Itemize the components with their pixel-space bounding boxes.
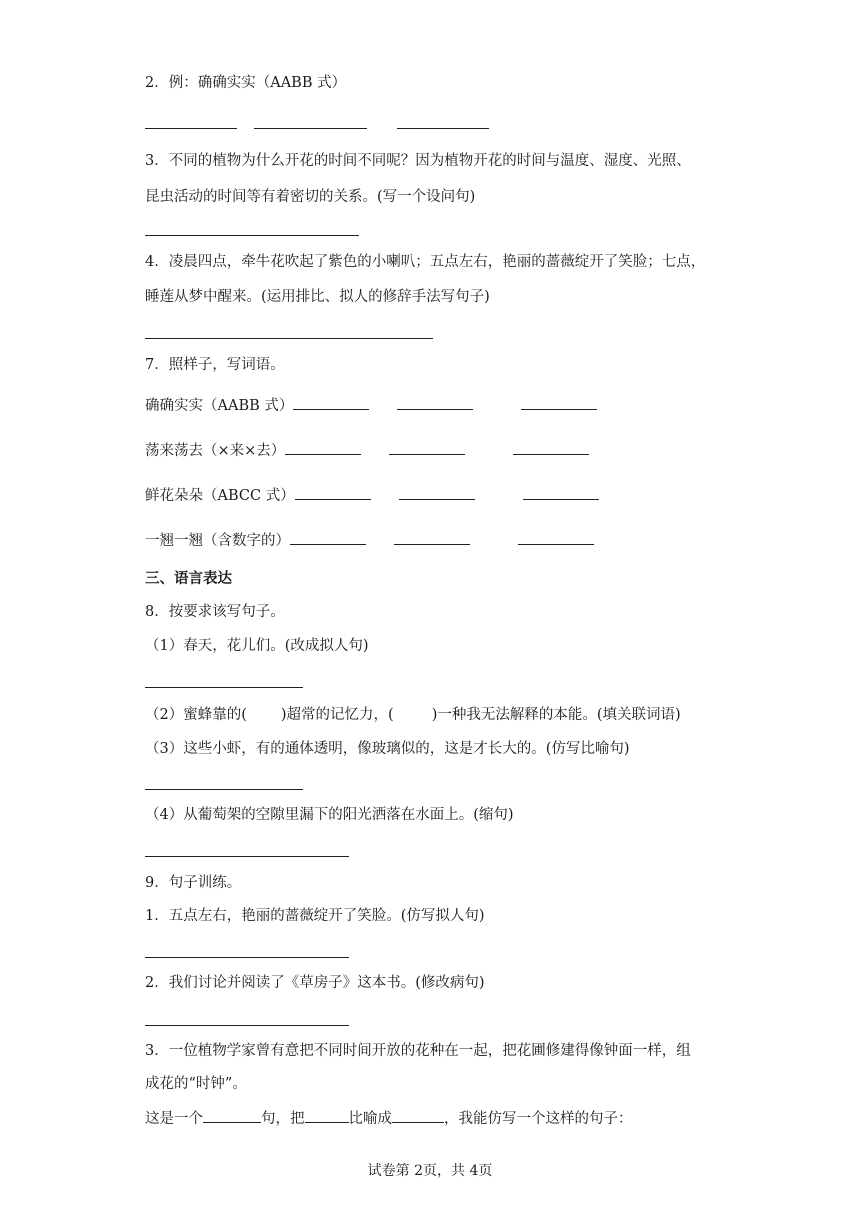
q9-3-fill-d: ，我能仿写一个这样的句子：	[444, 1111, 633, 1127]
answer-line-q3[interactable]	[145, 235, 359, 236]
q9-title: 9．句子训练。	[145, 875, 242, 891]
q7-row-4	[145, 530, 594, 551]
q9-3-fill-c: 比喻成	[348, 1111, 392, 1127]
q8-4: （4）从葡萄架的空隙里漏下的阳光洒落在水面上。(缩句)	[145, 807, 514, 823]
word-blank[interactable]	[513, 440, 589, 455]
word-blank[interactable]	[290, 530, 366, 545]
fill-blank[interactable]	[203, 1108, 261, 1123]
q7-item-label: 鲜花朵朵（ABCC 式）	[145, 488, 295, 504]
q8-2-part-b: )超常的记忆力，(	[280, 707, 394, 723]
q8-2-part-c: )一种我无法解释的本能。(填关联词语)	[431, 707, 681, 723]
q7-item-label: 确确实实（AABB 式）	[145, 398, 294, 414]
q9-3-fill	[145, 1108, 633, 1129]
q3-text-line1: 3．不同的植物为什么开花的时间不同呢？因为植物开花的时间与温度、湿度、光照、	[145, 153, 691, 169]
word-blank[interactable]	[523, 485, 599, 500]
word-blank[interactable]	[521, 395, 597, 410]
fill-blank[interactable]	[305, 1108, 349, 1123]
word-blank[interactable]	[295, 485, 371, 500]
answer-line-q9-2[interactable]	[145, 1025, 349, 1026]
answer-line-q2-1[interactable]	[145, 128, 237, 129]
q7-item-label: 荡来荡去（×来×去）	[145, 443, 286, 459]
answer-line-q9-1[interactable]	[145, 957, 349, 958]
q8-2	[145, 705, 681, 725]
q7-item-label: 一翘一翘（含数字的）	[145, 533, 290, 549]
word-blank[interactable]	[389, 440, 465, 455]
word-blank[interactable]	[293, 395, 369, 410]
q8-title: 8．按要求该写句子。	[145, 604, 285, 620]
word-blank[interactable]	[399, 485, 475, 500]
q9-1: 1．五点左右，艳丽的蔷薇绽开了笑脸。(仿写拟人句)	[145, 908, 485, 924]
page-footer: 试卷第 2页，共 4页	[367, 1163, 493, 1179]
word-blank[interactable]	[397, 395, 473, 410]
answer-line-q8-3[interactable]	[145, 789, 303, 790]
answer-line-q4[interactable]	[145, 338, 433, 339]
q9-2: 2．我们讨论并阅读了《草房子》这本书。(修改病句)	[145, 975, 485, 991]
q8-1: （1）春天，花儿们。(改成拟人句)	[145, 638, 369, 654]
q7-row-1	[145, 395, 597, 416]
q9-3-fill-b: 句，把	[261, 1111, 305, 1127]
q7-row-3	[145, 485, 599, 506]
q4-text-line1: 4．凌晨四点，牵牛花吹起了紫色的小喇叭；五点左右，艳丽的蔷薇绽开了笑脸；七点，	[145, 254, 706, 270]
q8-2-part-a: （2）蜜蜂靠的(	[145, 707, 247, 723]
q8-3: （3）这些小虾，有的通体透明，像玻璃似的，这是才长大的。(仿写比喻句)	[145, 741, 630, 757]
fill-blank[interactable]	[392, 1108, 444, 1123]
answer-line-q2-3[interactable]	[397, 128, 489, 129]
q9-3-line1: 3．一位植物学家曾有意把不同时间开放的花种在一起，把花圃修建得像钟面一样，组	[145, 1043, 691, 1059]
q9-3-line2: 成花的“时钟”。	[145, 1076, 247, 1092]
q7-row-2	[145, 440, 589, 461]
answer-line-q2-2[interactable]	[254, 128, 367, 129]
q7-title: 7．照样子，写词语。	[145, 357, 285, 373]
answer-line-q8-4[interactable]	[145, 856, 349, 857]
q2-example: 2．例：确确实实（AABB 式）	[145, 75, 347, 91]
word-blank[interactable]	[518, 530, 594, 545]
q4-text-line2: 睡莲从梦中醒来。(运用排比、拟人的修辞手法写句子)	[145, 289, 490, 305]
word-blank[interactable]	[285, 440, 361, 455]
answer-line-q8-1[interactable]	[145, 687, 303, 688]
section-title: 三、语言表达	[145, 570, 232, 587]
word-blank[interactable]	[394, 530, 470, 545]
q9-3-fill-a: 这是一个	[145, 1111, 203, 1127]
q3-text-line2: 昆虫活动的时间等有着密切的关系。(写一个设问句)	[145, 189, 476, 205]
